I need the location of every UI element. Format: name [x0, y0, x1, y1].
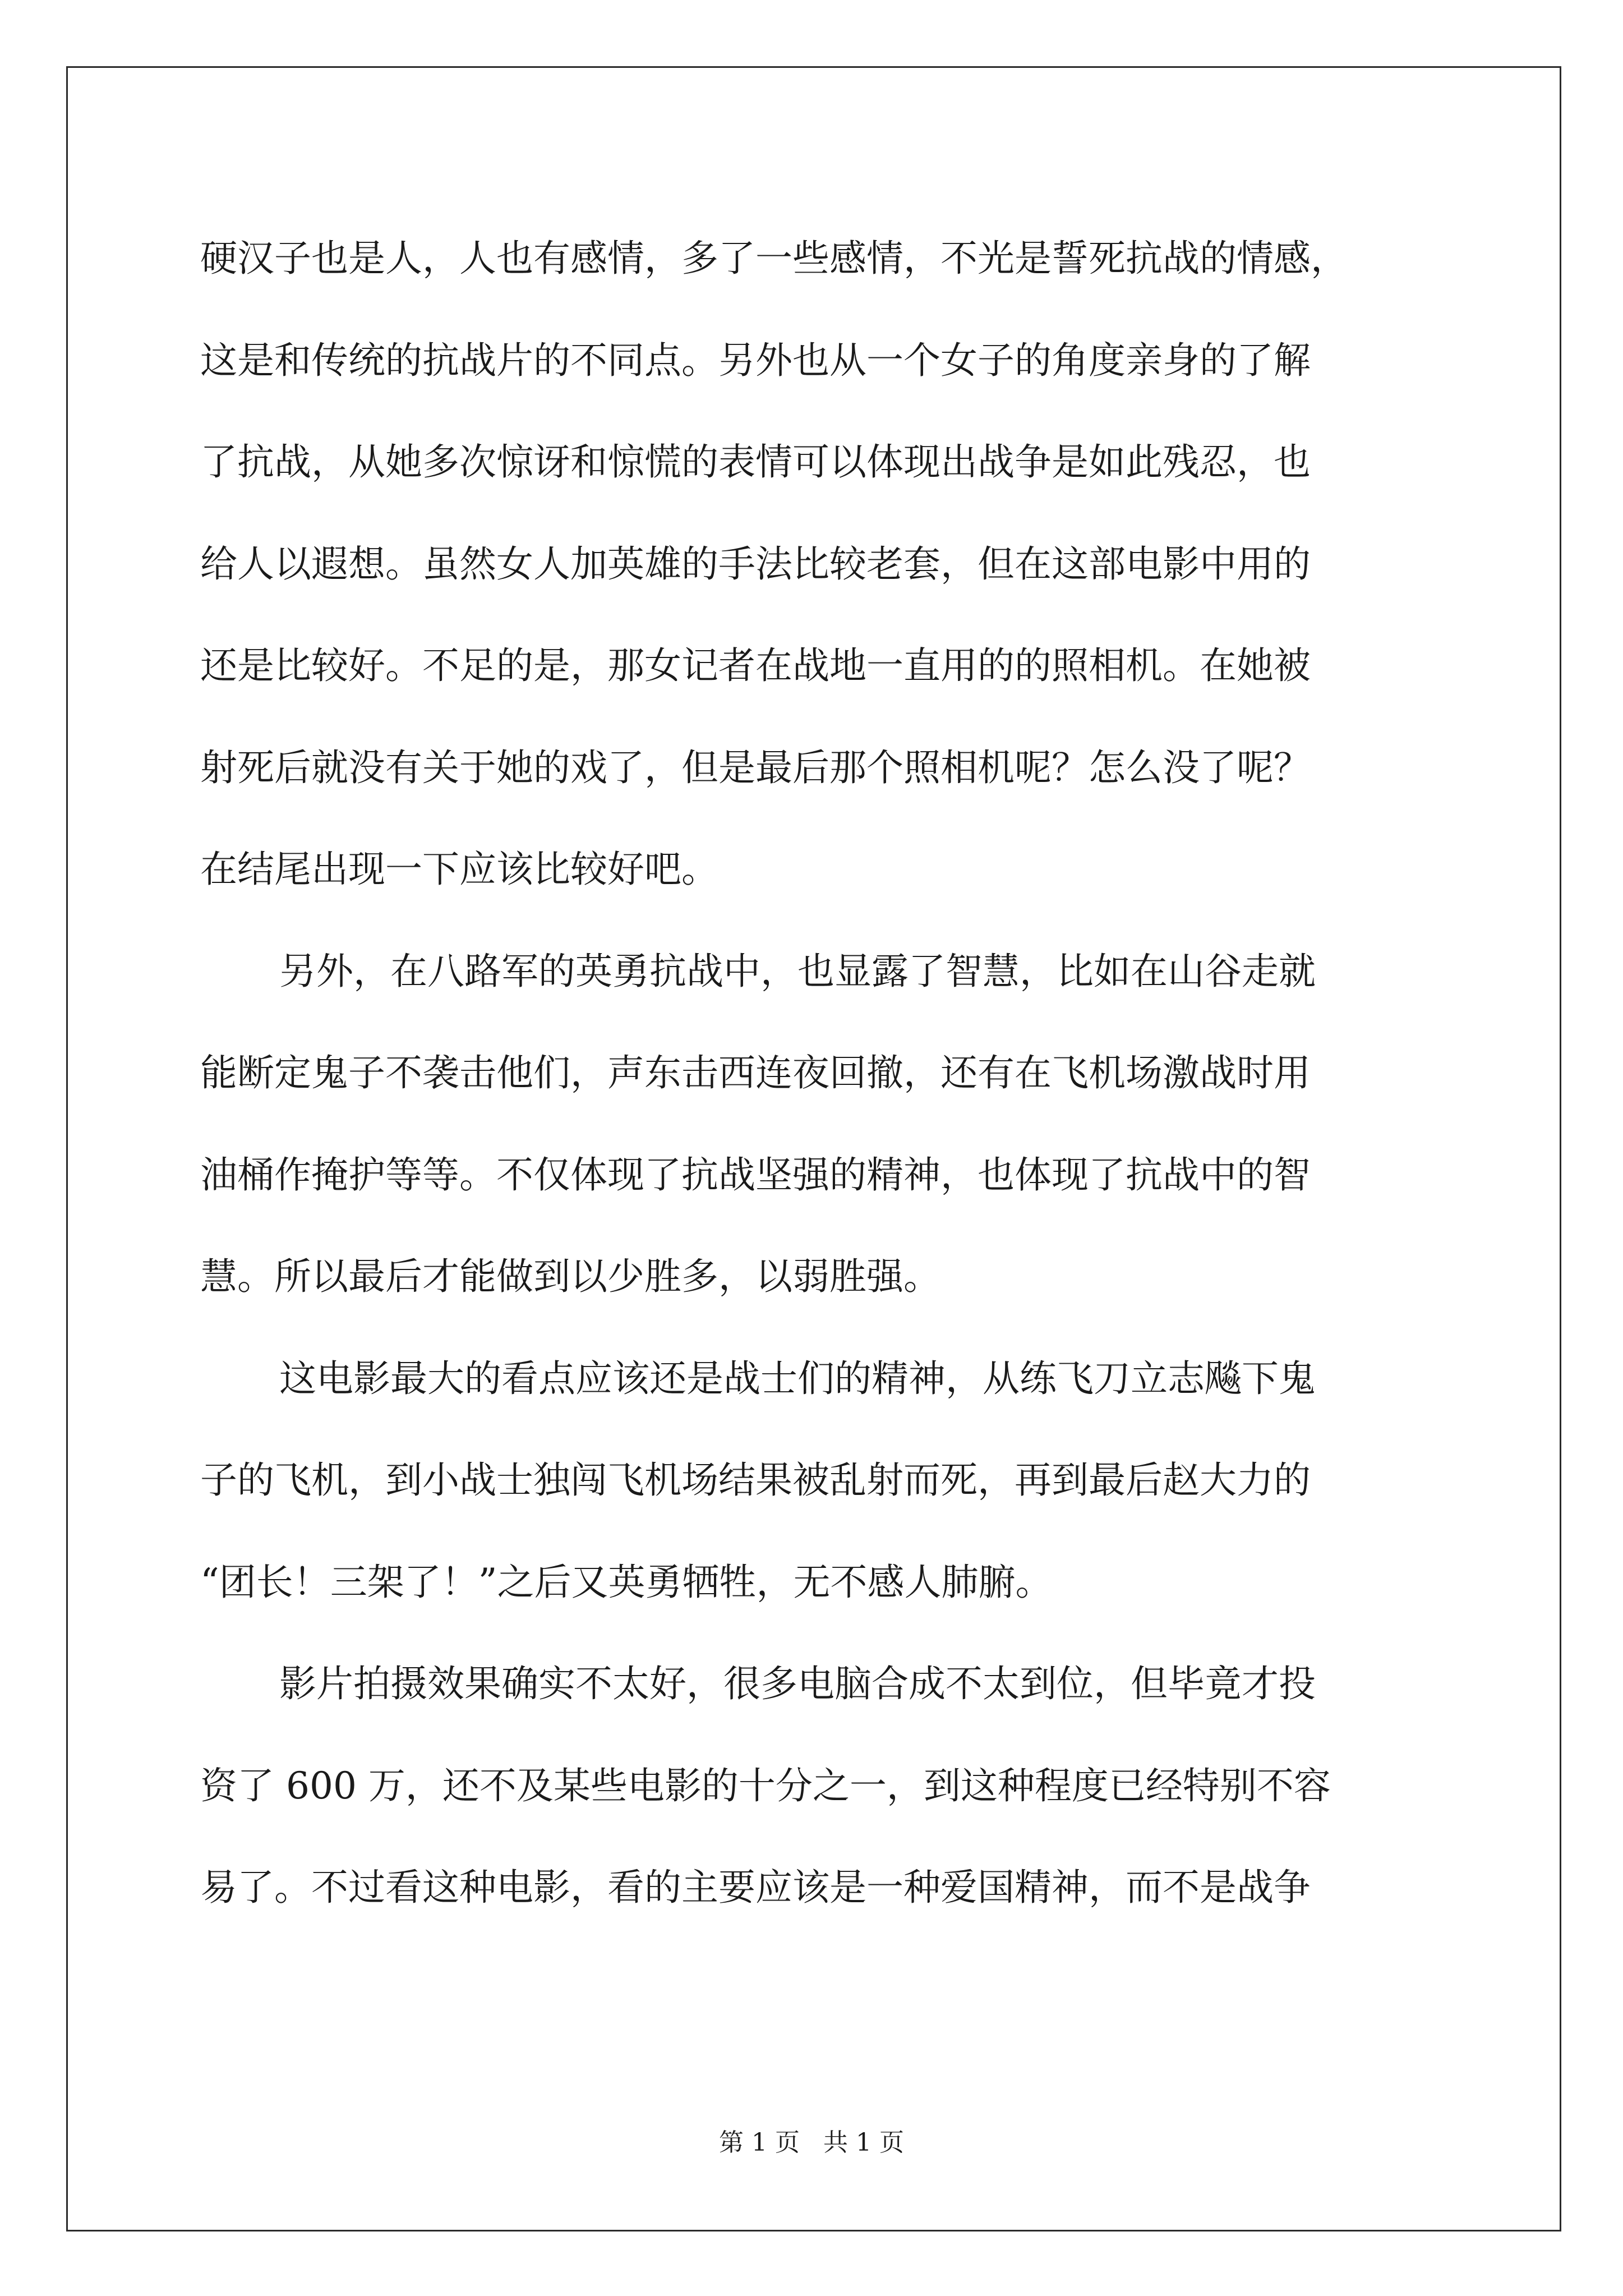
- text-line: 油桶作掩护等等。不仅体现了抗战坚强的精神，也体现了抗战中的智: [200, 1153, 1311, 1197]
- page-number-footer: 第 1 页 共 1 页: [719, 2128, 904, 2157]
- text-line: 硬汉子也是人，人也有感情，多了一些感情，不光是誓死抗战的情感，: [200, 237, 1348, 280]
- text-line: 能断定鬼子不袭击他们，声东击西连夜回撤，还有在飞机场激战时用: [200, 1051, 1311, 1094]
- text-line: 在结尾出现一下应该比较好吧。: [200, 848, 718, 891]
- paragraph-first-line: 影片拍摄效果确实不太好，很多电脑合成不太到位，但毕竟才投: [279, 1662, 1316, 1705]
- paragraph-first-line: 这电影最大的看点应该还是战士们的精神，从练飞刀立志飚下鬼: [279, 1356, 1316, 1400]
- text-line: “团长！三架了！”之后又英勇牺牲，无不感人肺腑。: [200, 1560, 1053, 1604]
- text-line: 这是和传统的抗战片的不同点。另外也从一个女子的角度亲身的了解: [200, 338, 1311, 382]
- text-line: 慧。所以最后才能做到以少胜多，以弱胜强。: [200, 1255, 940, 1298]
- text-line: 子的飞机，到小战士独闯飞机场结果被乱射而死，再到最后赵大力的: [200, 1458, 1311, 1502]
- text-line: 射死后就没有关于她的戏了，但是最后那个照相机呢？怎么没了呢？: [200, 746, 1311, 789]
- text-line: 易了。不过看这种电影，看的主要应该是一种爱国精神，而不是战争: [200, 1866, 1311, 1909]
- text-line: 给人以遐想。虽然女人加英雄的手法比较老套，但在这部电影中用的: [200, 542, 1311, 586]
- paragraph-first-line: 另外，在八路军的英勇抗战中，也显露了智慧，比如在山谷走就: [279, 949, 1316, 993]
- text-line: 资了 600 万，还不及某些电影的十分之一，到这种程度已经特别不容: [200, 1764, 1331, 1807]
- text-line: 了抗战，从她多次惊讶和惊慌的表情可以体现出战争是如此残忍，也: [200, 440, 1311, 484]
- text-line: 还是比较好。不足的是，那女记者在战地一直用的的照相机。在她被: [200, 644, 1311, 687]
- document-body: [200, 208, 1434, 1939]
